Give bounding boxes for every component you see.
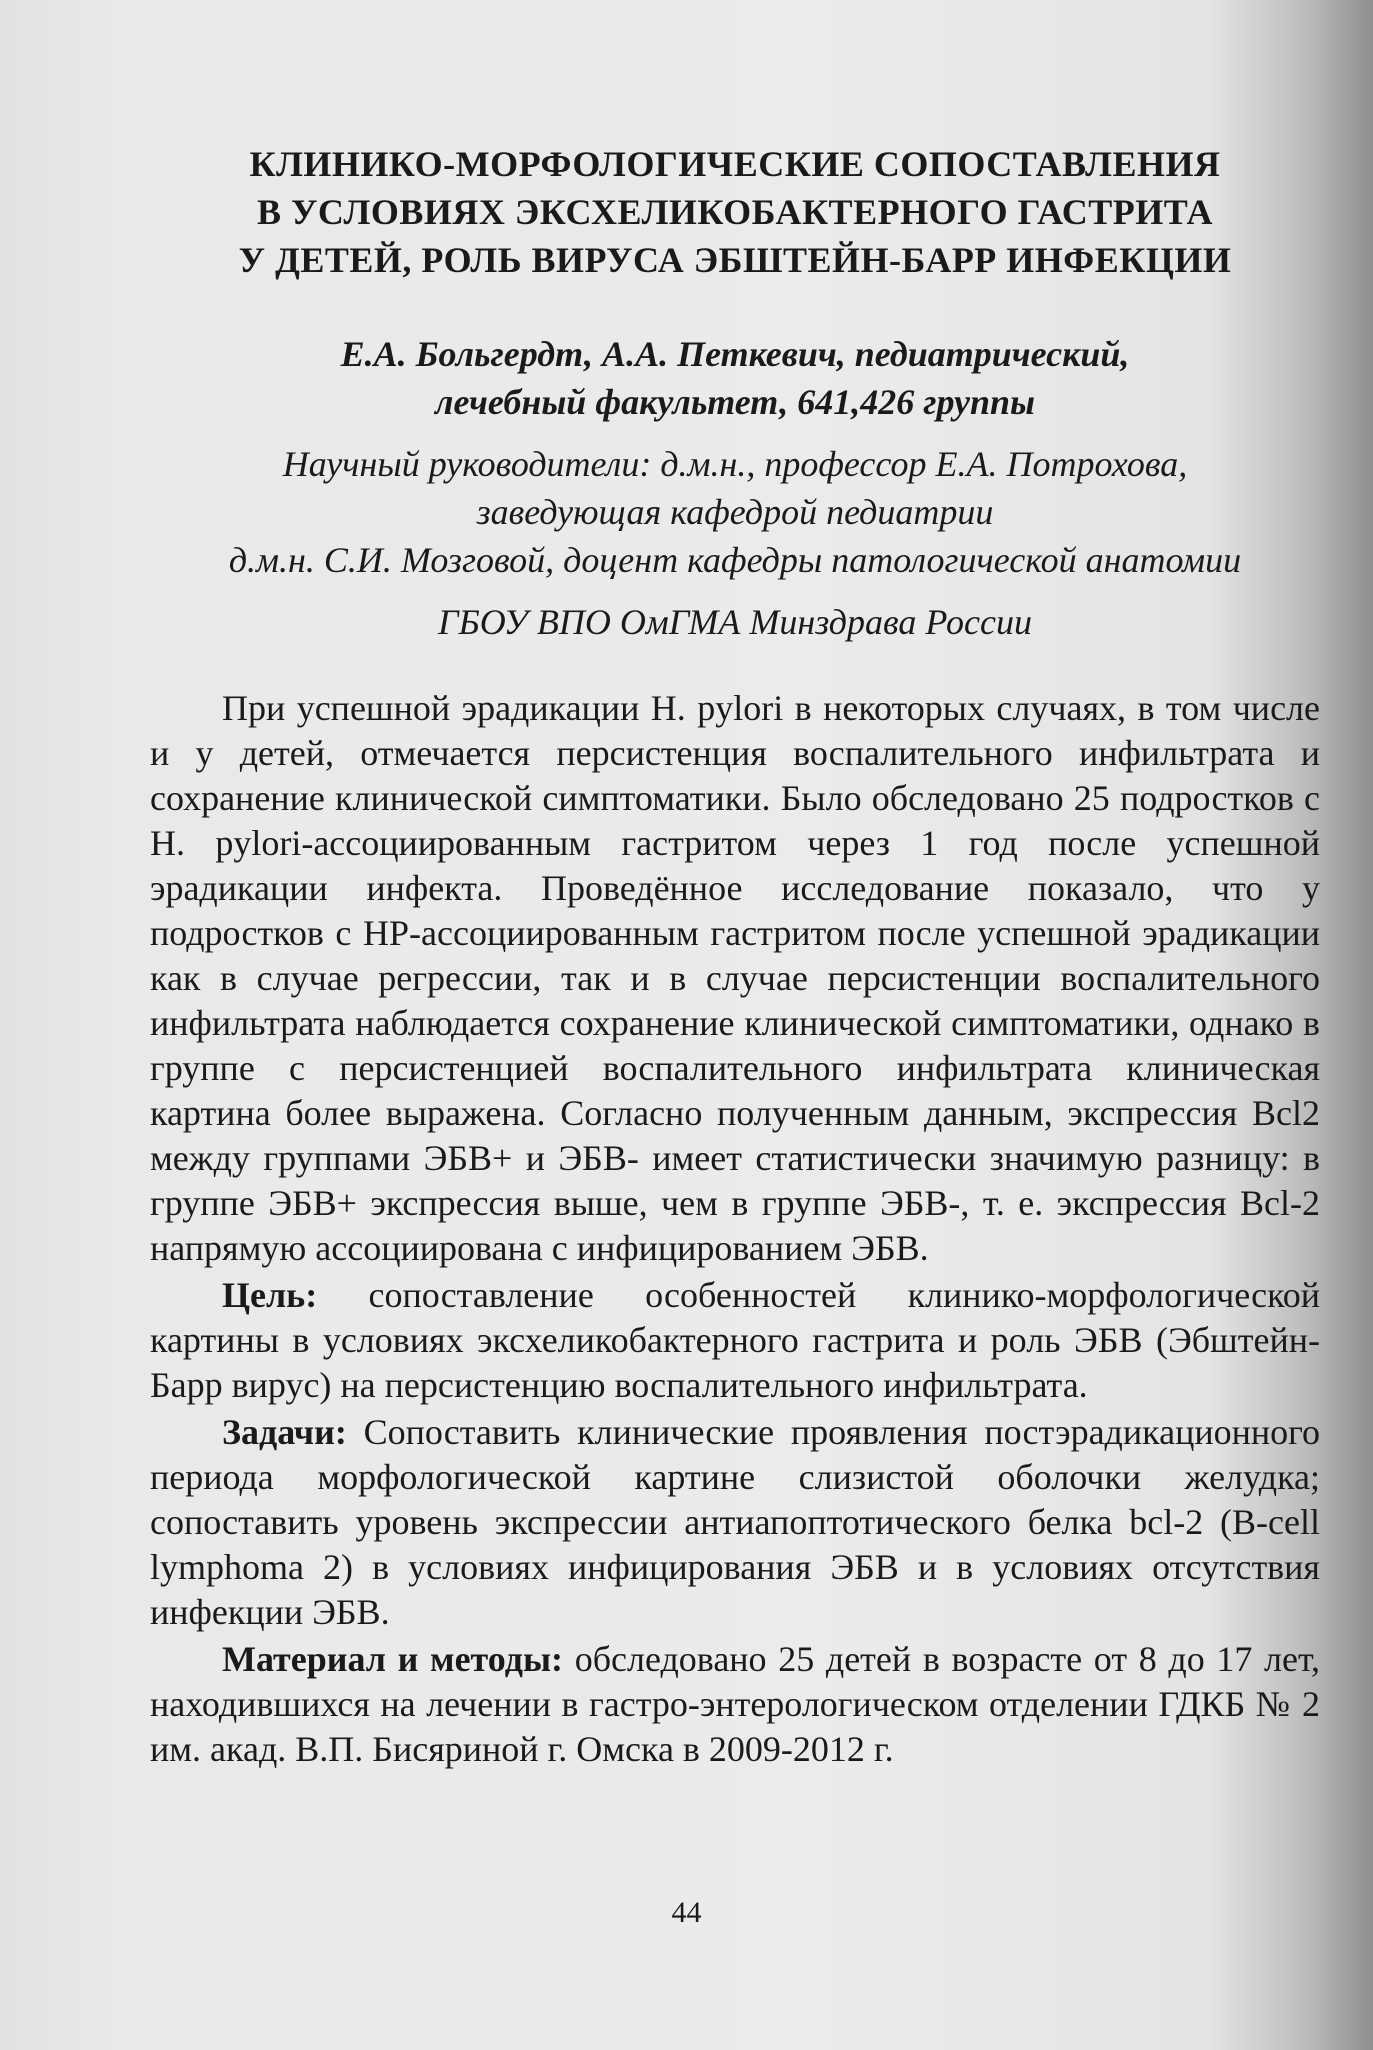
advisors-line-3: д.м.н. С.И. Мозговой, доцент кафедры патологической анатомии — [228, 540, 1242, 580]
goal-label: Цель: — [222, 1275, 318, 1315]
article-body — [150, 686, 1320, 1772]
institution: ГБОУ ВПО ОмГМА Минздрава России — [437, 602, 1033, 642]
methods-label: Материал и методы: — [222, 1639, 564, 1679]
title-line-3: У ДЕТЕЙ, РОЛЬ ВИРУСА ЭБШТЕЙН-БАРР ИНФЕКЦИИ — [238, 240, 1232, 280]
article-title — [150, 140, 1320, 284]
authors-line-2: лечебный факультет, 641,426 группы — [434, 382, 1036, 422]
intro-paragraph: При успешной эрадикации H. pylori в некоторых случаях, в том числе и у детей, отмечается персистенция воспалительного инфильтрата и сохранение клинической симптоматики. Было обследовано 25 подростков с H. pylori-ассоциированным гастритом через 1 год после успешной эрадикации инфекта. Проведённое исследование показало, что у подростков с HP-ассоциированным гастритом после успешной эрадикации как в случае регрессии, так и в случае персистенции воспалительного инфильтрата наблюдается сохранение клинической симптоматики, однако в группе с персистенцией воспалительного инфильтрата клиническая картина более выражена. Согласно полученным данным, экспрессия Bcl2 между группами ЭБВ+ и ЭБВ- имеет статистически значимую разницу: в группе ЭБВ+ экспрессия выше, чем в группе ЭБВ-, т. е. экспрессия Bcl-2 напрямую ассоциирована с инфицированием ЭБВ. — [150, 688, 1320, 1268]
tasks-paragraph — [150, 1410, 1320, 1635]
advisors-line-1: Научный руководители: д.м.н., профессор Е.А. Потрохова, — [282, 444, 1188, 484]
article-content — [150, 140, 1320, 1772]
authors-block — [150, 330, 1320, 426]
goal-paragraph — [150, 1273, 1320, 1408]
advisors-line-2: заведующая кафедрой педиатрии — [476, 492, 994, 532]
goal-text: сопоставление особенностей клинико-морфологической картины в условиях эксхеликобактерного гастрита и роль ЭБВ (Эбштейн-Барр вирус) на персистенцию воспалительного инфильтрата. — [150, 1275, 1320, 1405]
methods-paragraph — [150, 1637, 1320, 1772]
advisors-block — [150, 440, 1320, 584]
page-number: 44 — [671, 1896, 702, 1929]
methods-text: обследовано 25 детей в возрасте от 8 до 17 лет, находившихся на лечении в гастро-энтерологическом отделении ГДКБ № 2 им. акад. В.П. Бисяриной г. Омска в 2009-2012 г. — [150, 1639, 1320, 1769]
title-line-1: КЛИНИКО-МОРФОЛОГИЧЕСКИЕ СОПОСТАВЛЕНИЯ — [249, 144, 1221, 184]
title-line-2: В УСЛОВИЯХ ЭКСХЕЛИКОБАКТЕРНОГО ГАСТРИТА — [257, 192, 1213, 232]
tasks-text: Сопоставить клинические проявления постэрадикационного периода морфологической картине слизистой оболочки желудка; сопоставить уровень экспрессии антиапоптотического белка bcl-2 (B-cell lymphoma 2) в условиях инфицирования ЭБВ и в условиях отсутствия инфекции ЭБВ. — [150, 1412, 1320, 1632]
authors-line-1: Е.А. Больгердт, А.А. Петкевич, педиатрический, — [340, 334, 1130, 374]
tasks-label: Задачи: — [222, 1412, 347, 1452]
